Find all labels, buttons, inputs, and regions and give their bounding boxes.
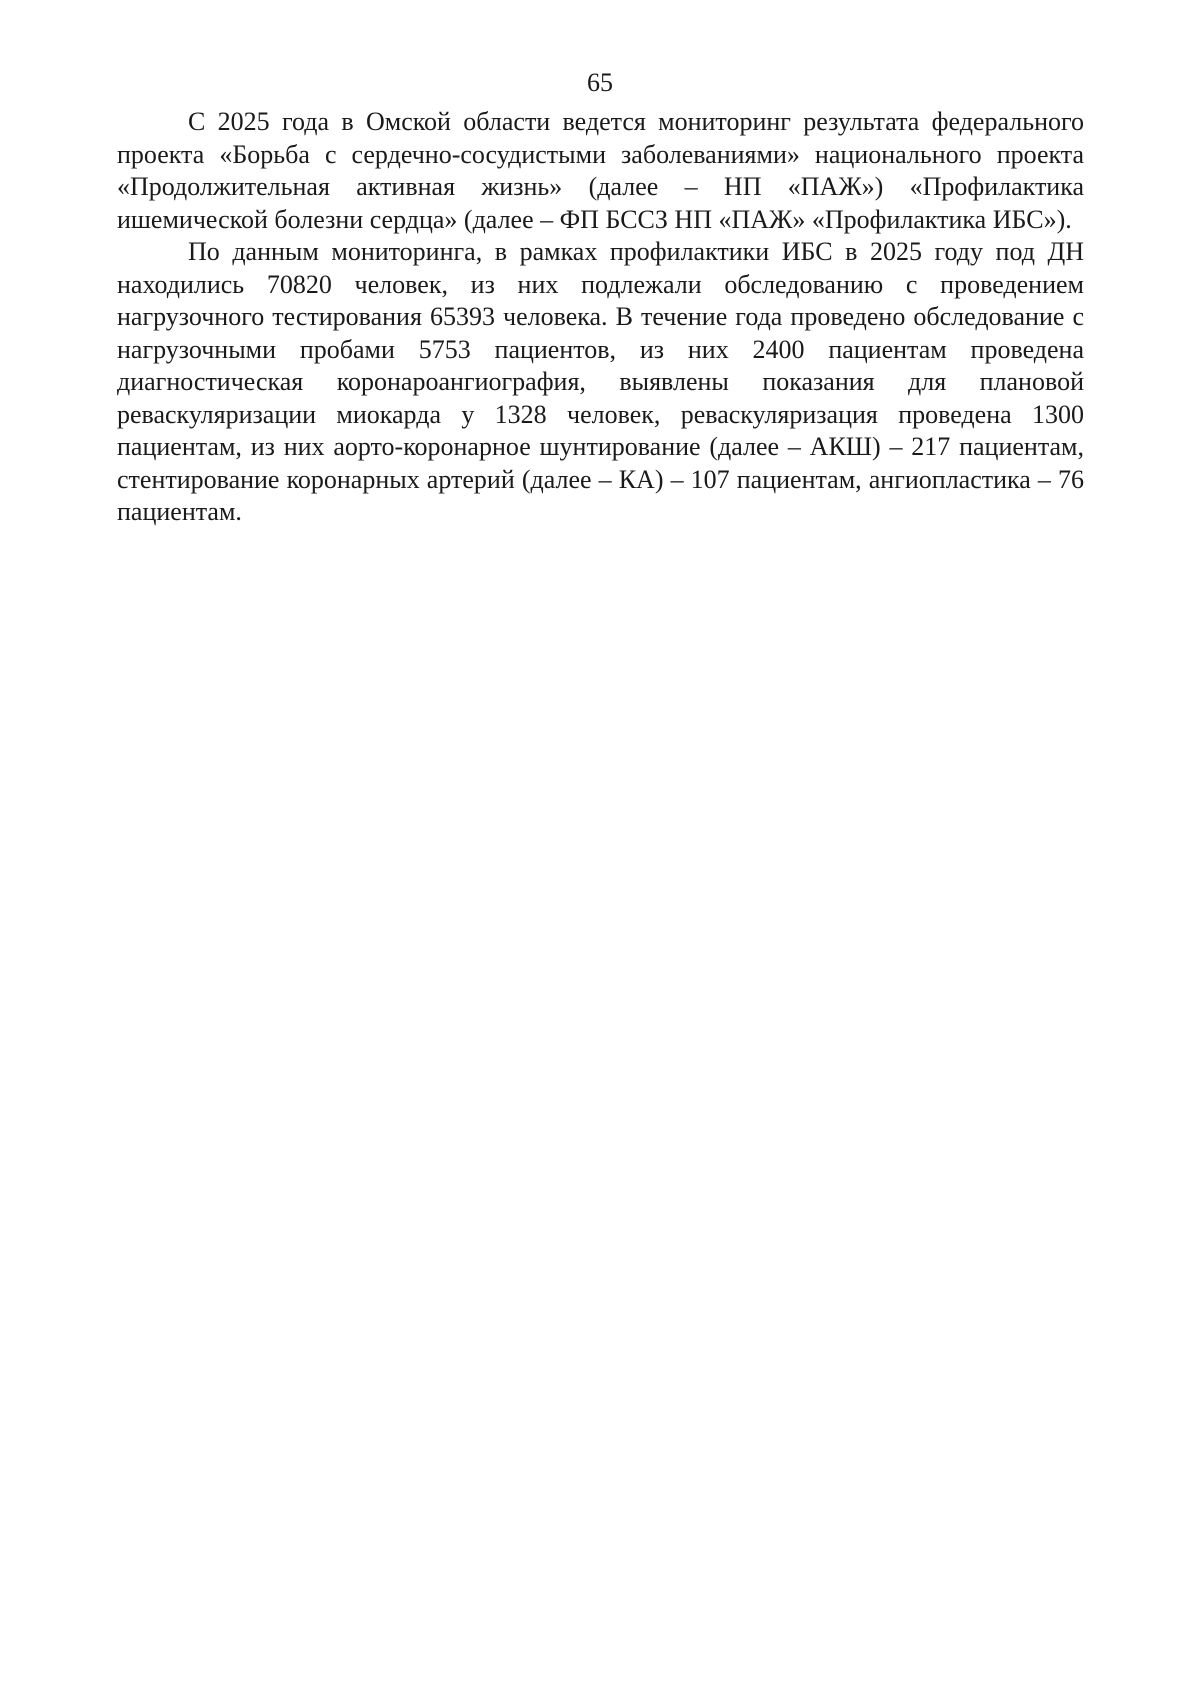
paragraph-monitoring-results: По данным мониторинга, в рамках профилактики ИБС в 2025 году под ДН находились 70820 человек, из них подлежали обследованию с проведением нагрузочного тестирования 65393 человека. В течение года проведено обследование с нагрузочными пробами 5753 пациентов, из них 2400 пациентам проведена диагностическая коронароангиография, выявлены показания для плановой реваскуляризации миокарда у 1328 человек, реваскуляризация проведена 1300 пациентам, из них аорто-коронарное шунтирование (далее – АКШ) – 217 пациентам, стентирование коронарных артерий (далее – КА) – 107 пациентам, ангиопластика – 76 пациентам. <box>117 237 1084 526</box>
page-number: 65 <box>587 68 613 97</box>
document-body <box>117 106 1084 529</box>
paragraph-monitoring-intro: С 2025 года в Омской области ведется мониторинг результата федерального проекта «Борьба с сердечно-сосудистыми заболеваниями» национального проекта «Продолжительная активная жизнь» (далее – НП «ПАЖ») «Профилактика ишемической болезни сердца» (далее – ФП БССЗ НП «ПАЖ» «Профилактика ИБС»). <box>117 107 1084 234</box>
